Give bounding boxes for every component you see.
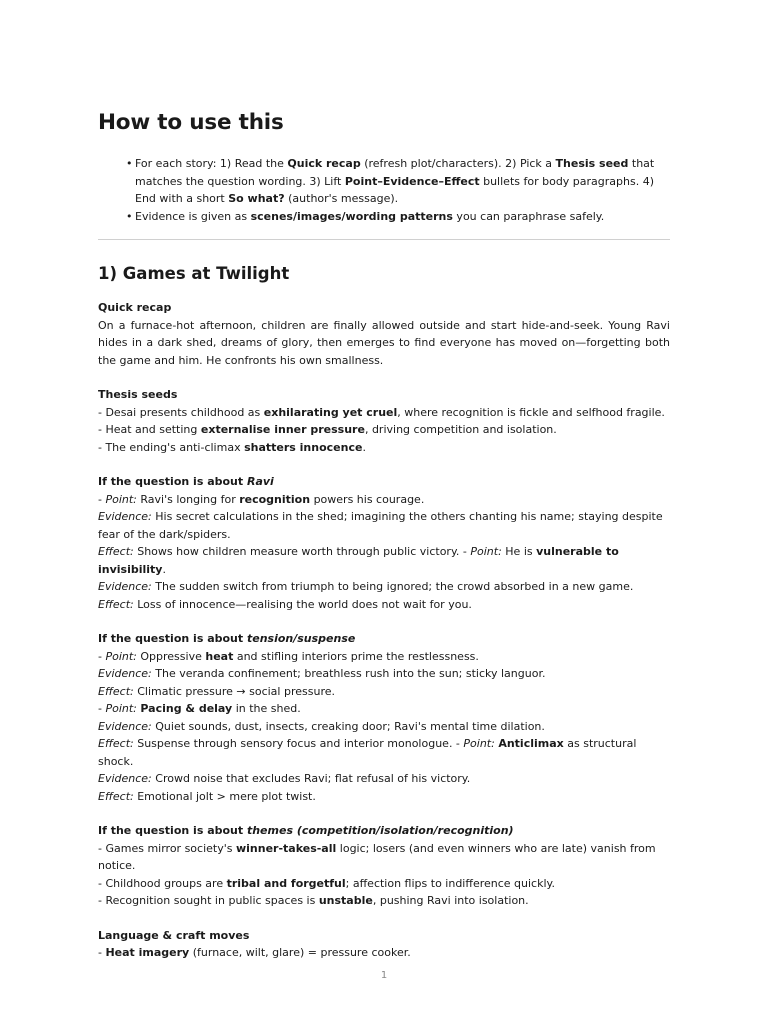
thesis-line: - The ending's anti-climax shatters innocence. [98, 440, 366, 454]
pee-line: Effect: Climatic pressure → social pressure. [98, 684, 335, 698]
story-heading: 1) Games at Twilight [98, 264, 290, 283]
pee-line: Evidence: Quiet sounds, dust, insects, creaking door; Ravi's mental time dilation. [98, 719, 545, 733]
pee-line: Effect: Emotional jolt > mere plot twist. [98, 789, 316, 803]
howto-list [126, 155, 670, 225]
thesis-seeds-section [98, 386, 670, 456]
howto-item-1: • For each story: 1) Read the Quick recap (refresh plot/characters). 2) Pick a Thesis seed that matches the question wording. 3) Lift Point–Evidence–Effect bullets for body paragraphs. 4) End with a short So what? (author's message). [126, 155, 670, 208]
quick-recap-section [98, 299, 670, 369]
themes-section [98, 822, 670, 910]
page-title: How to use this [98, 110, 284, 135]
pee-line: - Point: Pacing & delay in the shed. [98, 702, 301, 715]
theme-line: - Recognition sought in public spaces is unstable, pushing Ravi into isolation. [98, 894, 529, 907]
ravi-section [98, 473, 670, 613]
tension-section [98, 630, 670, 805]
pee-line: Evidence: The veranda confinement; breathless rush into the sun; sticky languor. [98, 667, 546, 680]
pee-line: Effect: Loss of innocence—realising the world does not wait for you. [98, 597, 472, 611]
howto-item-2: • Evidence is given as scenes/images/wording patterns you can paraphrase safely. [126, 208, 670, 226]
pee-line: Effect: Suspense through sensory focus and interior monologue. - Point: Anticlimax as structural shock. [98, 737, 637, 768]
page-number: 1 [380, 970, 388, 981]
quick-recap-text: On a furnace-hot afternoon, children are finally allowed outside and start hide-and-seek. Young Ravi hides in a dark shed, dreams of glory, then emerges to find everyone has moved on—forgetting both the game and him. He confronts his own smallness. [98, 318, 670, 367]
thesis-line: - Heat and setting externalise inner pressure, driving competition and isolation. [98, 423, 557, 436]
craft-section [98, 927, 670, 962]
pee-line: - Point: Ravi's longing for recognition powers his courage. [98, 492, 425, 506]
craft-line: - Heat imagery (furnace, wilt, glare) = pressure cooker. [98, 946, 411, 959]
section-divider [98, 239, 670, 240]
pee-line: Evidence: Crowd noise that excludes Ravi; flat refusal of his victory. [98, 772, 471, 785]
theme-line: - Games mirror society's winner-takes-all logic; losers (and even winners who are late) vanish from notice. [98, 841, 656, 872]
pee-line: Evidence: The sudden switch from triumph to being ignored; the crowd absorbed in a new game. [98, 580, 634, 593]
themes-section-title: If the question is about themes (competition/isolation/recognition) [98, 824, 514, 837]
pee-line: Evidence: His secret calculations in the shed; imagining the others chanting his name; staying despite fear of the dark/spiders. [98, 510, 663, 541]
thesis-seeds-title: Thesis seeds [98, 388, 178, 401]
document-page [98, 110, 670, 979]
craft-section-title: Language & craft moves [98, 928, 250, 942]
quick-recap-title: Quick recap [98, 301, 172, 314]
thesis-line: - Desai presents childhood as exhilarating yet cruel, where recognition is fickle and selfhood fragile. [98, 405, 665, 419]
pee-line: Effect: Shows how children measure worth through public victory. - Point: He is vulnerable to invisibility. [98, 545, 619, 576]
tension-section-title: If the question is about tension/suspense [98, 632, 356, 645]
pee-line: - Point: Oppressive heat and stifling interiors prime the restlessness. [98, 649, 479, 663]
theme-line: - Childhood groups are tribal and forgetful; affection flips to indifference quickly. [98, 876, 555, 890]
ravi-section-title: If the question is about Ravi [98, 475, 274, 488]
